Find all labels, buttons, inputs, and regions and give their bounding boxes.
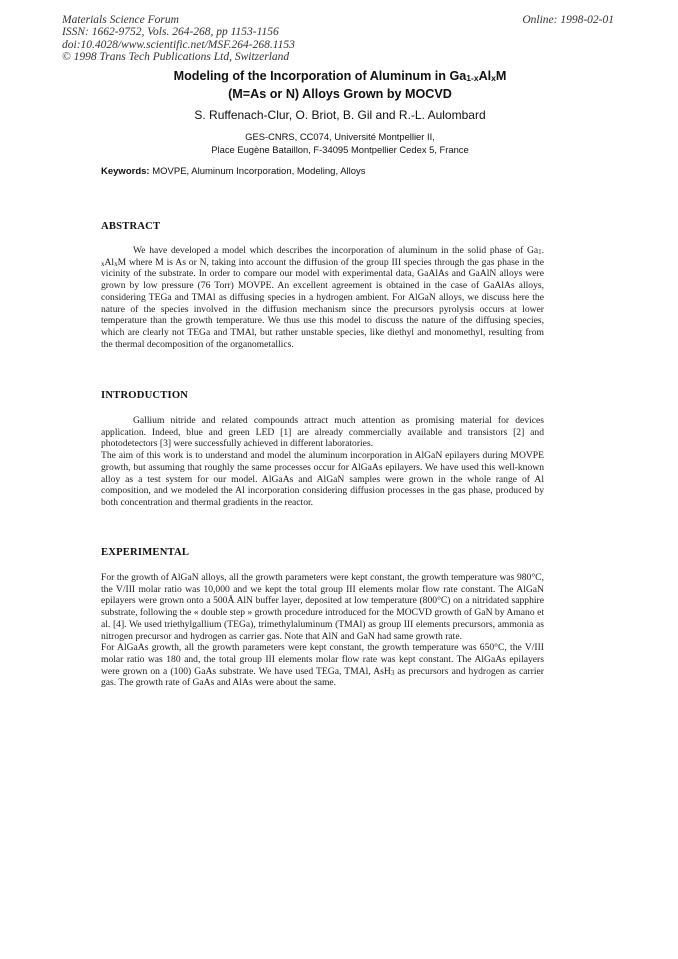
title-line-2: (M=As or N) Alloys Grown by MOCVD bbox=[228, 87, 452, 101]
text-run: as precursors and hydrogen as carrier gas. The growth rate of GaAs and AlAs were about the same. bbox=[101, 665, 544, 689]
abstract-paragraph bbox=[101, 245, 544, 350]
subscript: 3 bbox=[390, 668, 395, 677]
title-text: Al bbox=[478, 69, 492, 83]
keywords-label: Keywords: bbox=[101, 166, 150, 177]
keywords-text: MOVPE, Aluminum Incorporation, Modeling, Alloys bbox=[149, 166, 366, 177]
subscript: 1-x bbox=[101, 248, 544, 268]
text-run: We have developed a model which describes the incorporation of aluminum in the solid phase of Ga bbox=[133, 245, 539, 256]
issn-line: ISSN: 1662-9752, Vols. 264-268, pp 1153-1156 bbox=[62, 26, 279, 39]
title-text: Modeling of the Incorporation of Aluminum in Ga bbox=[173, 69, 467, 83]
intro-paragraph-2: The aim of this work is to understand and model the aluminum incorporation in AlGaN epilayers during MOVPE growth, but assuming that roughly the same processes occur for AlGaAs epilayers. We have used this well-known alloy as a test system for our model. AlGaAs and AlGaN samples were grown in the whole range of Al composition, and we modeled the Al incorporation considering diffusion processes in the gas phase, produced by both concentration and thermal gradients in the reactor. bbox=[101, 450, 544, 508]
journal-name: Materials Science Forum bbox=[62, 14, 179, 26]
title-line-1 bbox=[60, 68, 620, 86]
affiliation-line-1: GES-CNRS, CC074, Université Montpellier II, bbox=[245, 131, 435, 142]
paper-title bbox=[60, 68, 620, 102]
text-run: For AlGaAs growth, all the growth parameters were kept constant, the growth temperature was 650°C, the V/III molar ratio was 180 and, the total group III elements molar flow rate was kept constant. The AlGaAs epilayers were grown on a (100) GaAs substrate. We have used TEGa, TMAl, AsH bbox=[101, 642, 544, 677]
online-date: Online: 1998-02-01 bbox=[522, 14, 614, 26]
experimental-paragraph-1: For the growth of AlGaN alloys, all the growth parameters were kept constant, the growth temperature was 980°C, the V/III molar ratio was 10,000 and we kept the total group III elements molar flow rate constant. The AlGaN epilayers were grown onto a 500Å AlN buffer layer, deposited at low temperature (800°C) on a nitridated sapphire substrate, following the « double step » growth procedure introduced for the MOCVD growth of GaN by Amano et al. [4]. We used triethylgallium (TEGa), trimethylaluminum (TMAl) as group III elements precursors, ammonia as nitrogen precursor and hydrogen as carrier gas. Note that AlN and GaN had same growth rate. bbox=[101, 572, 544, 642]
affiliation bbox=[60, 131, 620, 156]
section-heading-abstract: ABSTRACT bbox=[101, 221, 161, 232]
introduction-body bbox=[101, 415, 544, 509]
section-heading-introduction: INTRODUCTION bbox=[101, 390, 189, 401]
title-text: M bbox=[495, 69, 507, 83]
doi-line: doi:10.4028/www.scientific.net/MSF.264-268.1153 bbox=[62, 38, 295, 51]
experimental-paragraph-2 bbox=[101, 642, 544, 689]
title-subscript: x bbox=[491, 73, 496, 83]
section-heading-experimental: EXPERIMENTAL bbox=[101, 547, 190, 558]
title-subscript: 1-x bbox=[466, 73, 479, 83]
copyright-line: © 1998 Trans Tech Publications Ltd, Switzerland bbox=[62, 51, 290, 64]
experimental-body bbox=[101, 572, 544, 689]
author-list: S. Ruffenach-Clur, O. Briot, B. Gil and R.-L. Aulombard bbox=[194, 108, 486, 122]
journal-header bbox=[62, 14, 295, 64]
affiliation-line-2: Place Eugène Bataillon, F-34095 Montpellier Cedex 5, France bbox=[211, 143, 469, 155]
abstract-body bbox=[101, 245, 544, 350]
text-run: M where M is As or N, taking into account the diffusion of the group III species through the gas phase in the vicinity of the substrate. In order to compare our model with experimental data, GaAlAs and GaAlN alloys were grown by low pressure (76 Torr) MOVPE. An excellent agreement is obtained in the case of GaAlAs alloys, considering TEGa and TMAl as diffusing species in a hydrogen ambient. For AlGaN alloys, we discuss here the nature of the species involved in the diffusion mechanism since the precursors pyrolysis occurs at lower temperature than the growth temperature. We thus use this model to discuss the nature of the diffusing species, which are clearly not TEGa and TMAl, but rather unstable species, like diethyl and monomethyl, resulting from the thermal decomposition of the organometallics. bbox=[101, 256, 544, 350]
keywords bbox=[101, 166, 366, 177]
subscript: x bbox=[114, 259, 118, 268]
intro-paragraph-1: Gallium nitride and related compounds attract much attention as promising material for devices application. Indeed, blue and green LED [1] are already commercially available and transistors [2] and photodetectors [3] were successfully achieved in different laboratories. bbox=[101, 415, 544, 450]
text-run: Al bbox=[104, 256, 115, 268]
